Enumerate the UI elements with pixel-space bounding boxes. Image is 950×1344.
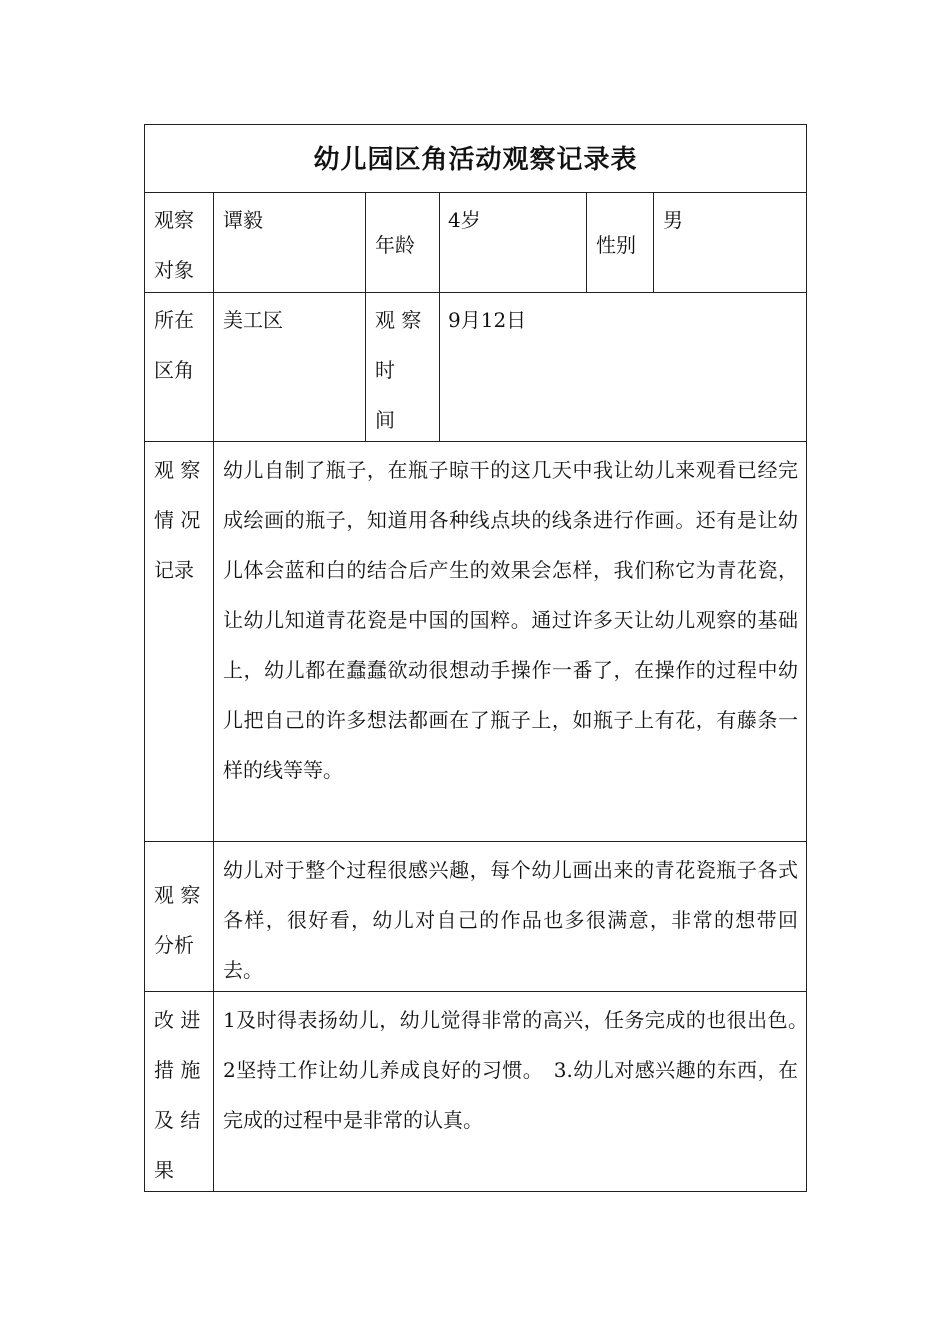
analysis-label	[154, 870, 200, 970]
age-label: 年龄	[375, 233, 415, 257]
area-value: 美工区	[223, 308, 283, 332]
area-label	[154, 295, 194, 395]
column-divider	[586, 192, 587, 292]
observation-record-table	[144, 124, 818, 1192]
record-text: 幼儿自制了瓶子，在瓶子晾干的这几天中我让幼儿来观看已经完成绘画的瓶子，知道用各种线点块的线条进行作画。还有是让幼儿体会蓝和白的结合后产生的效果会怎样，我们称它为青花瓷，让幼儿知道青花瓷是中国的国粹。通过许多天让幼儿观察的基础上，幼儿都在蠢蠢欲动很想动手操作一番了，在操作的过程中幼儿把自己的许多想法都画在了瓶子上，如瓶子上有花，有藤条一样的线等等。	[223, 458, 798, 782]
improvement-label-line3: 及 结	[154, 1108, 201, 1132]
subject-label-line2: 对象	[154, 258, 194, 282]
row-divider	[145, 841, 806, 842]
improvement-label	[154, 995, 200, 1195]
column-divider	[365, 192, 366, 441]
subject-value: 谭毅	[223, 208, 263, 232]
record-label-line3: 记录	[154, 558, 194, 582]
area-label-line1: 所在	[154, 308, 194, 332]
improvement-label-line4: 果	[154, 1158, 174, 1182]
subject-label	[154, 195, 194, 295]
record-label-line1: 观 察	[154, 458, 201, 482]
gender-label: 性别	[596, 233, 636, 257]
column-divider	[653, 192, 654, 292]
area-label-line2: 区角	[154, 358, 194, 382]
time-value: 9月12日	[448, 308, 527, 332]
improvement-label-line2: 措 施	[154, 1058, 201, 1082]
time-label-line1: 观 察	[375, 308, 422, 332]
column-divider	[213, 192, 214, 1192]
page-title: 幼儿园区角活动观察记录表	[313, 145, 638, 175]
analysis-label-line2: 分析	[154, 933, 194, 957]
age-value: 4岁	[448, 208, 481, 232]
record-label-line2: 情 况	[154, 508, 201, 532]
time-label	[375, 295, 421, 445]
record-label	[154, 445, 200, 595]
improvement-text: 1及时得表扬幼儿，幼儿觉得非常的高兴，任务完成的也很出色。 2坚持工作让幼儿养成良好的习惯。 3.幼儿对感兴趣的东西，在完成的过程中是非常的认真。	[223, 1008, 818, 1132]
gender-value: 男	[663, 208, 683, 232]
row-divider	[145, 192, 806, 193]
analysis-label-line1: 观 察	[154, 883, 201, 907]
time-label-line3: 间	[375, 408, 395, 432]
column-divider	[439, 192, 440, 441]
analysis-text: 幼儿对于整个过程很感兴趣，每个幼儿画出来的青花瓷瓶子各式各样，很好看，幼儿对自己的作品也多很满意，非常的想带回去。	[223, 858, 798, 982]
row-divider	[145, 292, 806, 293]
row-divider	[145, 441, 806, 442]
time-label-line2: 时	[375, 358, 395, 382]
subject-label-line1: 观察	[154, 208, 194, 232]
improvement-label-line1: 改 进	[154, 1008, 201, 1032]
